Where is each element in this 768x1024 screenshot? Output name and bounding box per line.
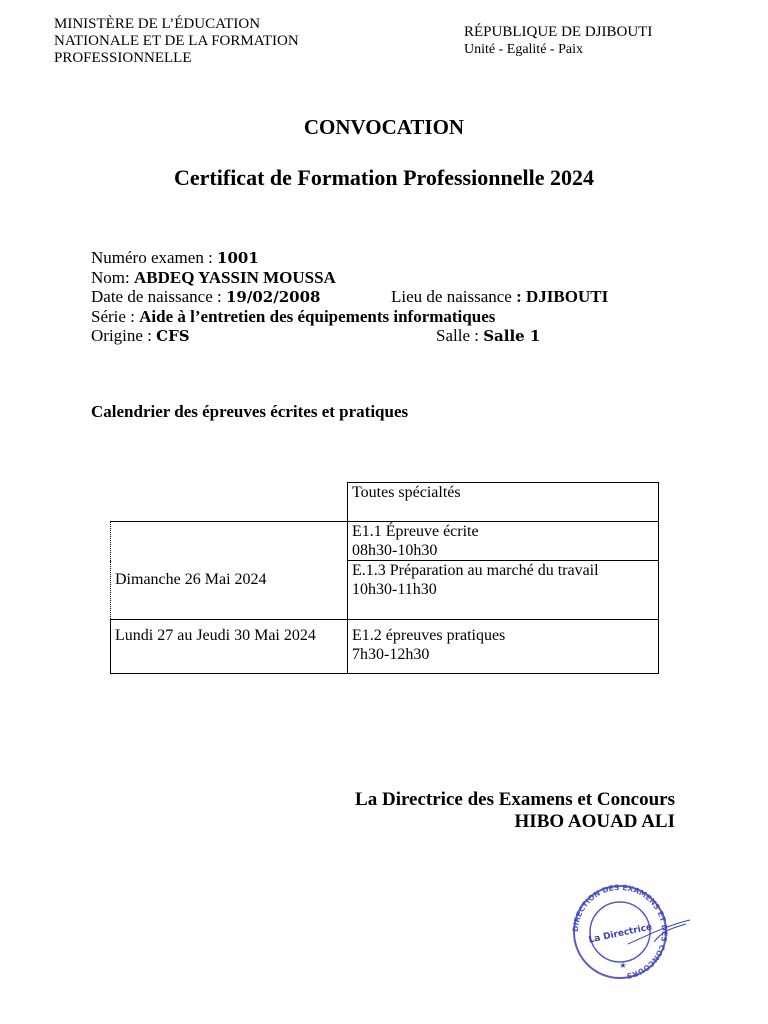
republic-name: RÉPUBLIQUE DE DJIBOUTI (464, 24, 653, 40)
room-value: Salle 1 (483, 327, 541, 345)
room-label: Salle : (436, 326, 484, 345)
ministry-header (54, 16, 299, 67)
origin-row (91, 326, 711, 346)
table-row (111, 620, 659, 674)
birth-date-label: Date de naissance : (91, 287, 226, 306)
table-row (111, 483, 659, 522)
e13-title: E.1.3 Préparation au marché du travail (352, 562, 599, 579)
name-value: ABDEQ YASSIN MOUSSA (133, 267, 336, 287)
stamp-center-text: La Directrice (587, 922, 654, 946)
ministry-line-3: PROFESSIONNELLE (54, 50, 192, 66)
birth-place-value: : DJIBOUTI (516, 287, 609, 306)
serie-row (91, 307, 711, 327)
birth-place-label: Lieu de naissance (391, 287, 517, 306)
day2-label: Lundi 27 au Jeudi 30 Mai 2024 (115, 627, 316, 644)
e12-time: 7h30-12h30 (352, 646, 430, 663)
serie-label: Série : (91, 306, 140, 326)
e11-time: 08h30-10h30 (352, 542, 438, 559)
candidate-info (91, 248, 711, 346)
room (436, 326, 540, 347)
name-label: Nom: (91, 267, 134, 287)
e11-cell (348, 522, 659, 561)
schedule-table (110, 482, 659, 674)
origin-value: CFS (156, 327, 190, 345)
birth-place (391, 287, 608, 307)
exam-number-value: 1001 (217, 249, 259, 267)
e12-cell (348, 620, 659, 674)
republic-motto: Unité - Egalité - Paix (464, 42, 583, 57)
ministry-line-2: NATIONALE ET DE LA FORMATION (54, 33, 299, 49)
day1-cell (111, 522, 348, 620)
exam-number-label: Numéro examen : (91, 248, 218, 267)
empty-header-cell (111, 483, 348, 522)
table-row (111, 522, 659, 561)
signature-name: HIBO AOUAD ALI (514, 811, 675, 832)
day2-cell (111, 620, 348, 674)
day1-label: Dimanche 26 Mai 2024 (115, 571, 267, 588)
birth-row (91, 287, 711, 307)
e12-title: E1.2 épreuves pratiques (352, 627, 506, 644)
name-row (91, 268, 711, 288)
stamp-graphic (558, 880, 698, 980)
e13-cell (348, 561, 659, 620)
republic-header (464, 24, 652, 58)
document-title: CONVOCATION (303, 115, 465, 139)
stamp-star-icon: ★ (619, 961, 627, 970)
exam-number-row (91, 248, 711, 268)
birth-date-value: 19/02/2008 (226, 288, 321, 306)
specialties-header: Toutes spécialtés (348, 483, 659, 522)
signature-role: La Directrice des Examens et Concours (355, 789, 675, 810)
e11-title: E1.1 Épreuve écrite (352, 523, 479, 540)
ministry-line-1: MINISTÈRE DE L’ÉDUCATION (54, 16, 261, 32)
document-subtitle: Certificat de Formation Professionnelle 2024 (174, 165, 594, 190)
e13-time: 10h30-11h30 (352, 581, 437, 598)
serie-value: Aide à l’entretien des équipements informatiques (139, 306, 496, 326)
calendar-title: Calendrier des épreuves écrites et pratiques (91, 402, 409, 421)
official-stamp (558, 880, 698, 980)
origin-label: Origine : (91, 326, 157, 345)
signature-block (355, 789, 675, 833)
stamp-ring-text: DIRECTION DES EXAMENS ET DES CONCOURS (570, 882, 670, 980)
